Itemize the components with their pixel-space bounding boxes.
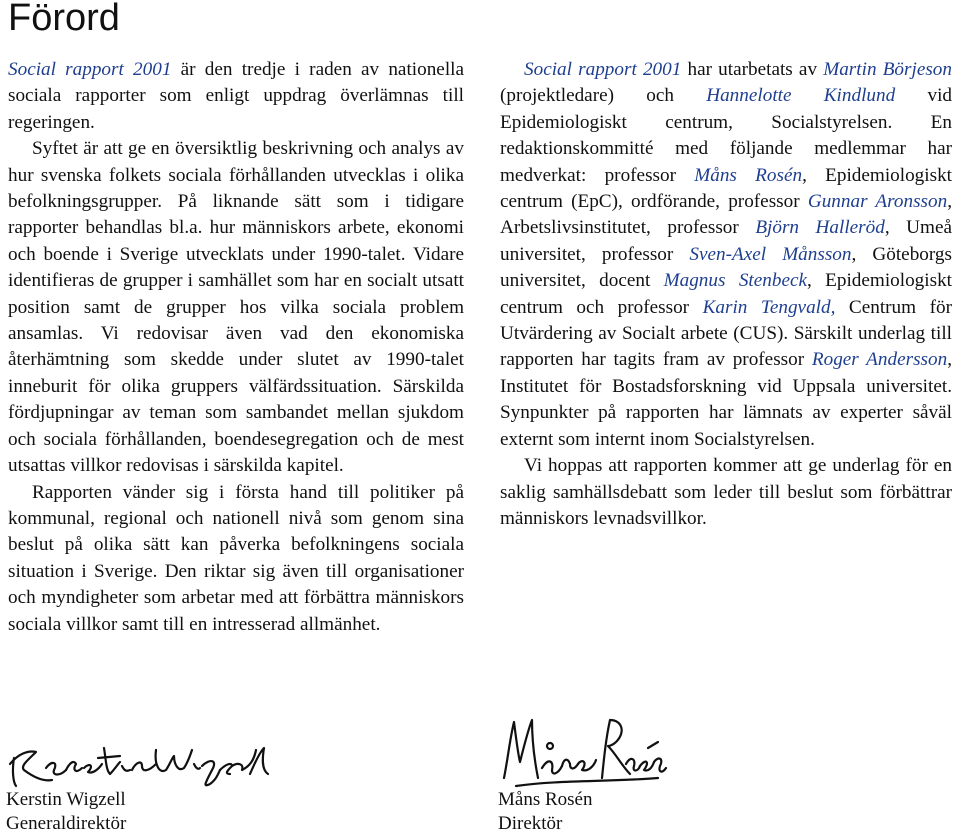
signatory-name: Måns Rosén — [498, 789, 593, 810]
text-column-left — [8, 57, 464, 638]
person-name: Roger Andersson — [811, 349, 948, 371]
person-name: Martin Börjeson — [823, 59, 952, 80]
signatory-title: Generaldirektör — [6, 813, 127, 834]
signature-block-right — [498, 708, 798, 836]
handwritten-signature — [498, 708, 668, 788]
person-name: Karin Tengvald, — [702, 296, 836, 318]
person-name: Björn Halleröd — [755, 217, 885, 239]
signature-block-left — [6, 708, 306, 836]
person-name: Måns Rosén — [694, 164, 803, 186]
paragraph-authors: Social rapport 2001 har utarbetats av Martin Börjeson (projektledare) och Hannelotte Kindlund vid Epidemiologiskt centrum, Socialstyrelsen. En redaktionskommitté med följande medlemmar har medverkat: professor Måns Rosén, Epidemiologiskt centrum (EpC), ordförande, professor Gunnar Aronsson, Arbetslivsinstitutet, professor Björn Halleröd, Umeå universitet, professor Sven-Axel Månsson, Göteborgs universitet, docent Magnus Stenbeck, Epidemiologiskt centrum och professor Karin Tengvald, Centrum för Utvärdering av Socialt arbete (CUS). Särskilt underlag till rapporten har tagits fram av professor Roger Andersson, Institutet för Bostadsforskning vid Uppsala universitet. Synpunkter på rapporten har lämnats av experter såväl externt som internt inom Socialstyrelsen. — [500, 59, 953, 450]
publication-title: Social rapport 2001 — [8, 59, 172, 80]
person-name: Magnus Stenbeck — [663, 270, 807, 292]
handwritten-signature — [6, 708, 276, 788]
paragraph-intro: Social rapport 2001 är den tredje i raden av nationella sociala rapporter som enligt uppdrag överlämnas till regeringen. — [8, 59, 464, 133]
person-name: Sven-Axel Månsson — [689, 243, 852, 265]
signatory-name: Kerstin Wigzell — [6, 789, 126, 810]
signatory-title: Direktör — [498, 813, 563, 834]
paragraph-purpose: Syftet är att ge en översiktlig beskrivning och analys av hur svenska folkets sociala förhållanden utvecklas i olika befolkningsgrupper. På liknande sätt som i tidigare rapporter behandlas bl.a. hur människors arbete, ekonomi och boende i Sverige utvecklats under 1990-talet. Vidare identifieras de grupper i samhället som har en socialt utsatt position samt de grupper hos vilka sociala problem ansamlas. Vi redovisar även vad den ekonomiska återhämtning som skedde under slutet av 1990-talet inneburit för olika gruppers välfärdssituation. Särskilda fördjupningar av teman som sambandet mellan sjukdom och sociala förhållanden, boendesegregation och de mest utsattas villkor redovisas i särskilda kapitel. — [8, 138, 464, 477]
paragraph-audience: Rapporten vänder sig i första hand till politiker på kommunal, regional och nationell nivå som genom sina beslut på olika sätt kan påverka befolkningens sociala situation i Sverige. Den riktar sig även till organisationer och myndigheter som arbetar med att förbättra människors sociala villkor samt till en intresserad allmänhet. — [8, 481, 464, 635]
paragraph-closing: Vi hoppas att rapporten kommer att ge underlag för en saklig samhällsdebatt som leder till beslut som förbättrar människors levnadsvillkor. — [500, 455, 952, 529]
person-name: Gunnar Aronsson — [807, 191, 948, 213]
page-title: Förord — [8, 0, 120, 39]
publication-title: Social rapport 2001 — [524, 59, 682, 80]
person-name: Hannelotte Kindlund — [706, 85, 896, 107]
text-column-right — [500, 57, 952, 532]
